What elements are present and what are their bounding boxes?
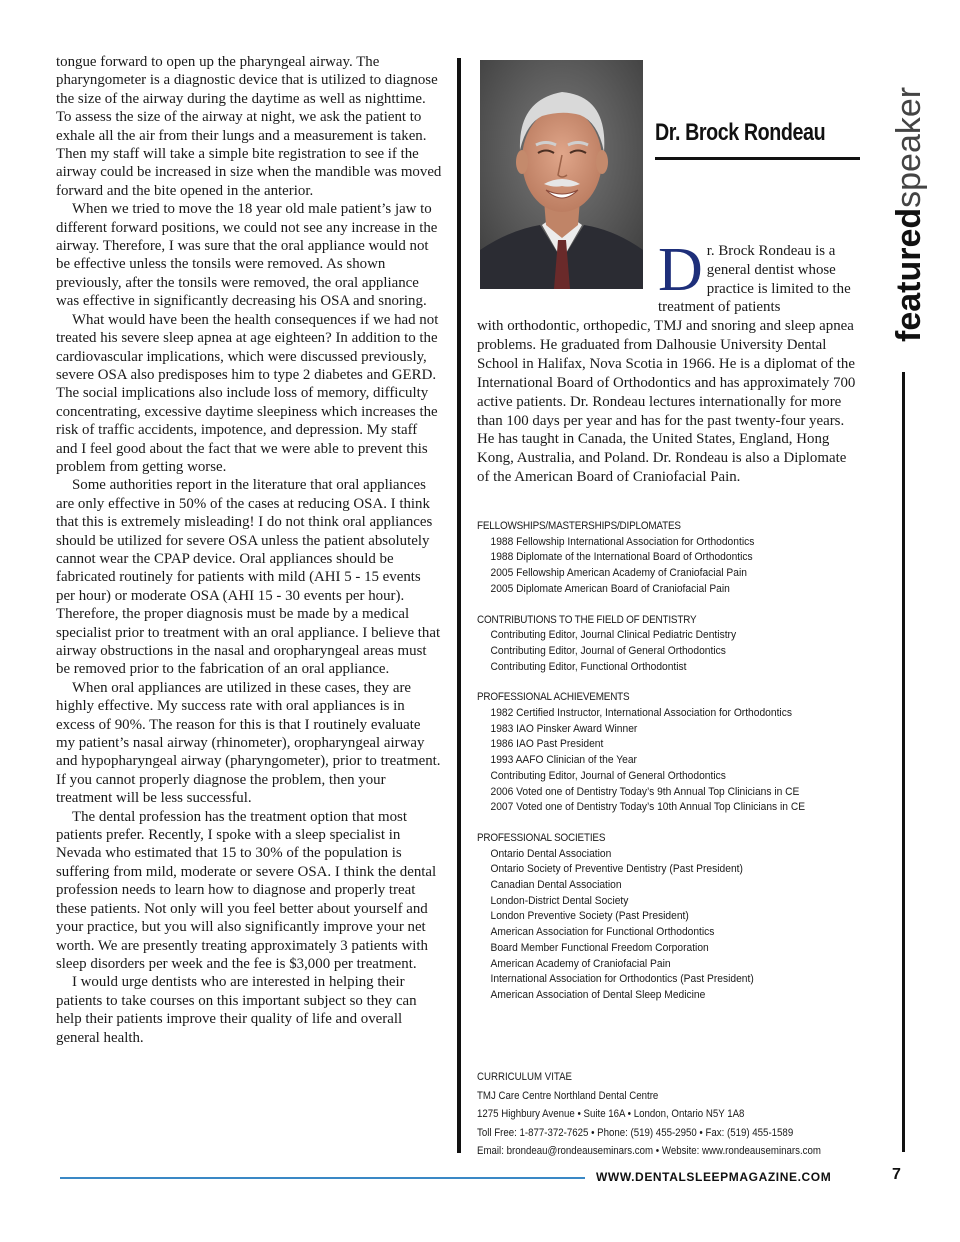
article-paragraph-5: When oral appliances are utilized in these cases, they are highly effective. My success rate with oral appliances is in excess of 90%. The reason for this is that I routinely evaluate my patient’s nasal airway (rhinometer), oropharyngeal airway and hypopharyngeal airway (pharyngometer), prior to treatment. If you cannot properly diagnose the problem, then your treatment will be less successful. (56, 679, 441, 807)
list-item: 1986 IAO Past President (490, 738, 604, 751)
section-fellowships (477, 519, 877, 598)
article-paragraph-2: When we tried to move the 18 year old male patient’s jaw to different forward positions, we could not see any increase in the airway. Therefore, I was sure that the oral appliance would not be effective unless the tonsils were removed. As shown previously, after the tonsils were removed, the oral appliance was effective in significantly decreasing his OSA and snoring. (56, 201, 438, 310)
bio-first-text: r. Brock Rondeau is a general dentist whose practice is limited to the treatment of patients (658, 243, 851, 316)
list-item: 2006 Voted one of Dentistry Today’s 9th Annual Top Clinicians in CE (490, 785, 800, 798)
article-column (56, 53, 442, 1047)
list-item: 1983 IAO Pinsker Award Winner (490, 722, 638, 735)
list-item: London Preventive Society (Past President) (490, 910, 689, 923)
cv-title: CURRICULUM VITAE (477, 1071, 573, 1083)
footer-rule (60, 1177, 585, 1179)
list-item: 1988 Diplomate of the International Board of Orthodontics (490, 551, 753, 564)
section-societies (477, 831, 877, 1004)
list-item: London-District Dental Society (490, 894, 629, 907)
column-divider (457, 58, 461, 1153)
list-item: Ontario Society of Preventive Dentistry (Past President) (490, 863, 743, 876)
list-item: 1993 AAFO Clinician of the Year (490, 754, 637, 767)
list-item: 2005 Fellowship American Academy of Craniofacial Pain (490, 567, 747, 580)
svg-text:featuredspeaker (890, 87, 928, 342)
cv-phone: Toll Free: 1-877-372-7625 • Phone: (519) 455-2950 • Fax: (519) 455-1589 (477, 1126, 794, 1139)
list-item: Ontario Dental Association (490, 847, 612, 860)
section-title: CONTRIBUTIONS TO THE FIELD OF DENTISTRY (477, 613, 697, 626)
curriculum-vitae (477, 1068, 877, 1161)
speaker-photo (480, 60, 643, 289)
list-item: 1982 Certified Instructor, International Association for Orthodontics (490, 707, 792, 720)
page-number: 7 (892, 1166, 901, 1183)
section-title: PROFESSIONAL ACHIEVEMENTS (477, 691, 630, 704)
list-item: American Association of Dental Sleep Medicine (490, 988, 706, 1001)
article-paragraph-3: What would have been the health consequences if we had not treated his severe sleep apnea at age eighteen? In addition to the cardiovascular implications, which were discussed previously, severe OSA also predisposes him to type 2 diabetes and GERD. The social implications also include loss of memory, difficulty concentrating, excessive daytime sleepiness which increases the risk of traffic accidents, impotence, and depression. My staff and I feel good about the fact that we were able to prevent this problem from getting worse. (56, 311, 439, 475)
featured-rule (902, 372, 905, 1152)
list-item: 2005 Diplomate American Board of Craniofacial Pain (490, 582, 730, 595)
article-paragraph-4: Some authorities report in the literature that oral appliances are only effective in 50% of the cases at reducing OSA. I think that this is extremely misleading! I do not think oral appliances should be utilized for severe OSA unless the patient absolutely cannot wear the CPAP device. Oral appliances should be fabricated routinely for patients with mild (AHI 5 - 15 events per hour) or moderate OSA (AHI 15 - 30 events per hour). Therefore, the proper diagnosis must be made by a medical specialist prior to treatment with an oral appliance. I believe that airway obstructions in the nasal and oropharyngeal areas must be removed prior to the fabrication of an oral appliance. (56, 477, 441, 678)
speaker-name: Dr. Brock Rondeau (655, 119, 826, 146)
portrait-illustration (480, 60, 643, 289)
bio-body: with orthodontic, orthopedic, TMJ and snoring and sleep apnea problems. He graduated from Dalhousie University Dental School in Halifax, Nova Scotia in 1966. He is a diplomat of the International Board of Orthodontics and has approximately 700 active patients. Dr. Rondeau lectures internationally for more than 100 days per year and has for the past twenty-four years. He has taught in Canada, the United States, England, Hong Kong, Australia, and Poland. Dr. Rondeau is also a Diplomate of the American Board of Craniofacial Pain. (477, 318, 856, 486)
list-item: 1988 Fellowship International Association for Orthodontics (490, 535, 755, 548)
list-item: American Association for Functional Orthodontics (490, 926, 715, 939)
section-title: FELLOWSHIPS/MASTERSHIPS/DIPLOMATES (477, 520, 681, 532)
name-underline (655, 157, 860, 160)
list-item: Board Member Functional Freedom Corporation (490, 941, 709, 954)
list-item: Contributing Editor, Journal of General Orthodontics (490, 769, 726, 782)
footer-website: WWW.DENTALSLEEPMAGAZINE.COM (596, 1170, 832, 1184)
bio-intro (658, 236, 858, 317)
cv-clinic: TMJ Care Centre Northland Dental Centre (477, 1089, 659, 1102)
list-item: Contributing Editor, Journal of General Orthodontics (490, 644, 726, 657)
list-item: Canadian Dental Association (490, 879, 622, 892)
cv-address: 1275 Highbury Avenue • Suite 16A • London, Ontario N5Y 1A8 (477, 1108, 745, 1120)
list-item: 2007 Voted one of Dentistry Today’s 10th Annual Top Clinicians in CE (490, 801, 806, 814)
section-achievements (477, 690, 877, 816)
featured-bold-text: featured (890, 207, 928, 342)
section-title: PROFESSIONAL SOCIETIES (477, 831, 606, 844)
article-paragraph-6: The dental profession has the treatment option that most patients prefer. Recently, I spoke with a sleep specialist in Nevada who estimated that 15 to 30% of the population is suffering from mild, moderate or severe OSA. I think the dental profession needs to learn how to diagnose and properly treat these patients. Not only will you feel better about yourself and your practice, but you will also significantly improve your net worth. We are presently treating approximately 3 patients with sleep disorders per week and the fee is $3,000 per treatment. (56, 808, 437, 972)
article-paragraph-1: tongue forward to open up the pharyngeal airway. The pharyngometer is a diagnostic device that is utilized to diagnose the size of the airway during the daytime as well as nighttime. To assess the size of the airway at night, we ask the patient to exhale all the air from their lungs and a measurement is taken. Then my staff will take a simple bite registration to see if the airway could be increased in size when the mandible was moved forward and the bite opened in the anterior. (56, 54, 442, 199)
article-paragraph-7: I would urge dentists who are interested in helping their patients to take courses on this important subject so they can help their patients improve their quality of life and overall general health. (56, 974, 417, 1046)
list-item: Contributing Editor, Journal Clinical Pediatric Dentistry (490, 629, 737, 642)
list-item: Contributing Editor, Functional Orthodontist (490, 660, 687, 673)
list-item: American Academy of Craniofacial Pain (490, 957, 671, 970)
bio-dropcap: D (658, 236, 703, 304)
featured-light-text: speaker (890, 86, 928, 208)
featured-speaker-label (877, 50, 937, 350)
credentials-lists (477, 519, 877, 1019)
cv-contact: Email: brondeau@rondeauseminars.com • Website: www.rondeauseminars.com (477, 1145, 821, 1157)
section-contributions (477, 613, 877, 676)
list-item: International Association for Orthodontics (Past President) (490, 973, 754, 986)
